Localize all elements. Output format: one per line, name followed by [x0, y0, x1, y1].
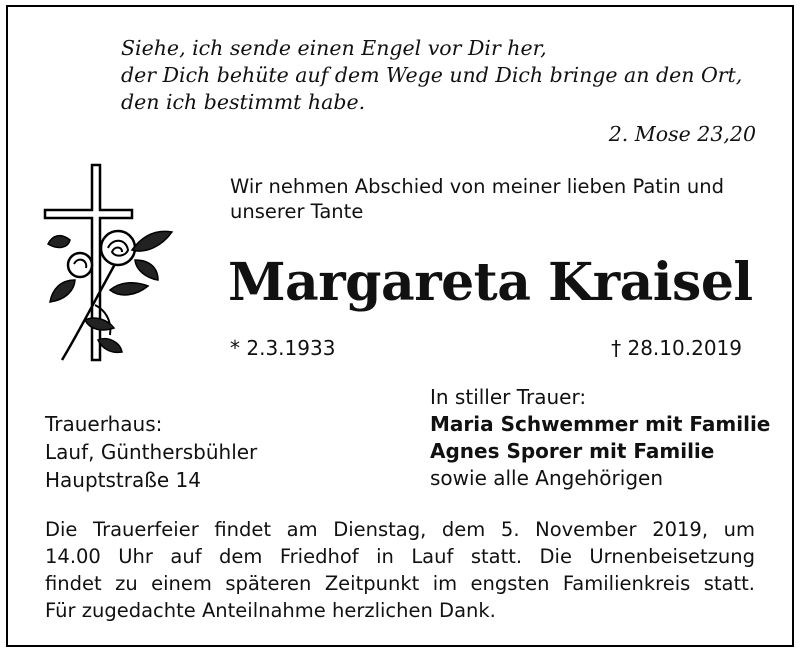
- mourning-house-line: Hauptstraße 14: [45, 468, 201, 492]
- mourner-family: Maria Schwemmer mit Familie: [430, 412, 771, 436]
- notice-word: findet: [45, 572, 102, 595]
- notice-word: Die: [539, 545, 572, 568]
- notice-word: 5.: [500, 518, 520, 541]
- notice-word: dem: [219, 545, 263, 568]
- notice-word: findet: [214, 518, 272, 541]
- notice-word: 2019,: [652, 518, 709, 541]
- notice-word: engsten: [470, 572, 550, 595]
- mourners-heading: In stiller Trauer:: [430, 385, 587, 409]
- verse-line: Siehe, ich sende einen Engel vor Dir her,: [121, 36, 547, 60]
- notice-word: Urnenbeisetzung: [589, 545, 755, 568]
- notice-line: [45, 516, 755, 543]
- notice-word: statt.: [703, 572, 755, 595]
- notice-word: im: [432, 572, 458, 595]
- notice-word: Uhr: [118, 545, 153, 568]
- verse-line: der Dich behüte auf dem Wege und Dich bringe an den Ort,: [121, 63, 743, 87]
- notice-line: [45, 543, 755, 570]
- notice-word: am: [286, 518, 318, 541]
- mourning-house: [45, 410, 257, 494]
- mourning-house-line: Lauf, Günthersbühler: [45, 440, 258, 464]
- notice-word: um: [723, 518, 755, 541]
- notice-word: auf: [170, 545, 202, 568]
- notice-word: in: [376, 545, 394, 568]
- birth-date: * 2.3.1933: [230, 336, 336, 360]
- notice-word: Dienstag,: [333, 518, 427, 541]
- notice-word: statt.: [470, 545, 523, 568]
- notice-line: [45, 570, 755, 597]
- mourner-family: Agnes Sporer mit Familie: [430, 439, 715, 463]
- notice-word: Familienkreis: [562, 572, 691, 595]
- notice-word: Lauf: [411, 545, 454, 568]
- intro-line: Wir nehmen Abschied von meiner lieben Patin und: [230, 175, 725, 198]
- notice-word: Die: [45, 518, 78, 541]
- verse-reference: 2. Mose 23,20: [608, 122, 756, 146]
- intro-line: unserer Tante: [230, 200, 364, 223]
- notice-word: Zeitpunkt: [324, 572, 420, 595]
- cross-with-rose-icon: [40, 160, 175, 375]
- notice-line: Für zugedachte Anteilnahme herzlichen Dank.: [45, 599, 496, 622]
- funeral-notice: [45, 516, 755, 624]
- notice-word: November: [535, 518, 637, 541]
- verse-line: den ich bestimmt habe.: [121, 90, 366, 114]
- death-date: † 28.10.2019: [611, 336, 742, 360]
- mourners-block: [430, 384, 770, 492]
- notice-word: Trauerfeier: [93, 518, 199, 541]
- notice-word: späteren: [225, 572, 312, 595]
- notice-word: 14.00: [45, 545, 101, 568]
- notice-word: zu: [115, 572, 138, 595]
- mourners-others: sowie alle Angehörigen: [430, 466, 663, 490]
- notice-word: einem: [151, 572, 212, 595]
- bible-verse: [121, 35, 742, 116]
- deceased-name: Margareta Kraisel: [228, 252, 753, 313]
- mourning-house-line: Trauerhaus:: [45, 412, 163, 436]
- notice-word: dem: [441, 518, 486, 541]
- notice-word: Friedhof: [279, 545, 359, 568]
- intro-text: [230, 174, 724, 224]
